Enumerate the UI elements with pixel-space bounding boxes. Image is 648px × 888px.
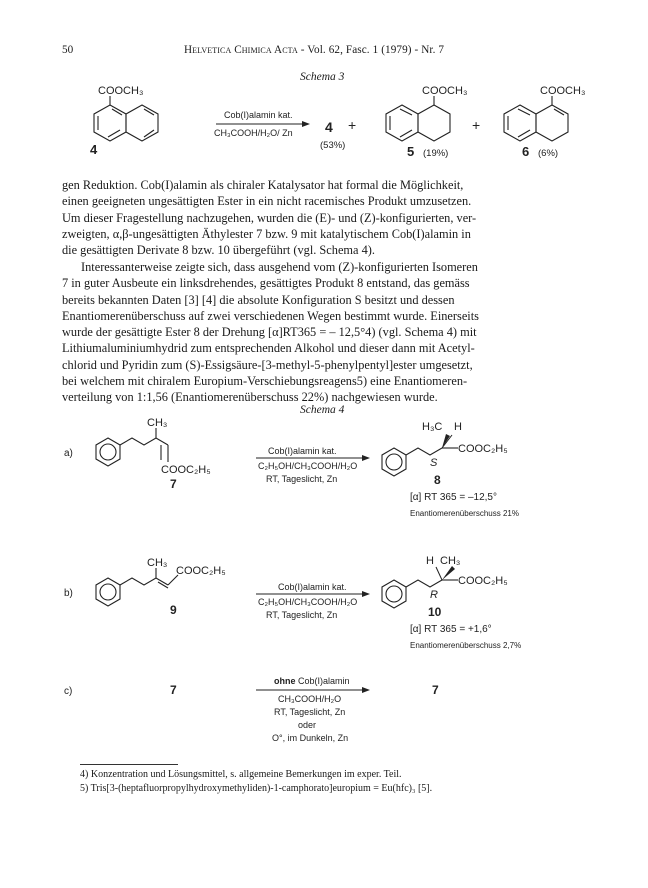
schema4-a-ch3: CH₃ — [147, 418, 168, 429]
dihydronaphthalene-structure-6 — [504, 96, 568, 141]
p2-line-7: chlorid und Pyridin zum (S)-Essigsäure-[3-methyl-5-phenylpentyl]ester umgesetzt, — [62, 357, 473, 372]
wedge-bond-b — [442, 566, 455, 580]
schema3-substituent-3: COOCH₃ — [540, 85, 586, 97]
schema4-b-prod-ch3: CH₃ — [440, 555, 461, 567]
journal-citation — [184, 44, 444, 56]
schema4-c-reagent-rest: Cob(I)alamin — [298, 676, 350, 686]
schema4-b-prod-label: 10 — [428, 605, 442, 619]
naphthalene-structure — [94, 96, 158, 141]
schema4-a-reagent1: Cob(I)alamin kat. — [268, 446, 337, 456]
schema3-reagent-bottom: CH₃COOH/H₂O/ Zn — [214, 128, 293, 138]
footnote-5 — [80, 782, 590, 796]
schema4-a-prod-h3c: H₃C — [422, 421, 443, 433]
schema4-c-prod-label: 7 — [432, 683, 439, 697]
schema3-start-label: 4 — [90, 142, 98, 157]
schema4-figure — [62, 418, 602, 753]
footnote-5-text: Tris[3-(heptafluorpropylhydroxymethyliden)-1-camphorato]europium = Eu(hfc)₃ [5]. — [90, 783, 433, 794]
schema3-figure — [62, 84, 602, 170]
schema4-c-letter: c) — [64, 686, 73, 697]
p1-line-5: die gesättigten Derivate 8 bzw. 10 übergeführt (vgl. Schema 4). — [62, 243, 375, 258]
schema4-a-reagent2: C₂H₅OH/CH₃COOH/H₂O — [258, 461, 358, 471]
footnote-5-mark: 5) — [80, 783, 89, 794]
phenyl-ring-a-start — [96, 428, 168, 466]
phenyl-ring-b-start — [96, 568, 178, 606]
schema3-reagent-top: Cob(I)alamin kat. — [224, 110, 293, 120]
schema3-substituent-2: COOCH₃ — [422, 85, 468, 97]
schema3-p6-label: 6 — [522, 144, 530, 159]
schema3-product-label: 4 — [325, 119, 333, 135]
schema4-a-reagent3: RT, Tageslicht, Zn — [266, 474, 338, 484]
p2-line-5: wurde der gesättigte Ester 8 der Drehung [α]RT365 = – 12,5°4) (vgl. Schema 4) mit — [62, 325, 477, 340]
schema4-b-ch3: CH₃ — [147, 557, 168, 569]
schema4-c-reagent2: CH₃COOH/H₂O — [278, 694, 342, 704]
tetralin-structure-5 — [386, 96, 450, 141]
schema4-a-ester: COOC₂H₅ — [161, 464, 211, 476]
schema4-b-prod-h: H — [426, 555, 434, 567]
footnote-4-mark: 4) — [80, 769, 89, 780]
schema3-product-yield: (53%) — [320, 140, 346, 151]
journal-name: Helvetica Chimica Acta — [184, 44, 298, 56]
schema4-b-letter: b) — [64, 588, 73, 599]
page-number: 50 — [62, 44, 74, 56]
footnote-4 — [80, 768, 590, 782]
body-paragraph-2 — [62, 259, 596, 406]
schema3-plus-1: + — [348, 117, 357, 133]
footnote-rule — [80, 764, 178, 765]
schema4-a-rotation: [α] RT 365 = –12,5° — [410, 492, 497, 503]
schema4-c-reagent4: oder — [298, 720, 317, 730]
schema4-a-config: S — [430, 457, 438, 469]
body-paragraph-1 — [62, 177, 596, 258]
volume-info: - Vol. 62, Fasc. 1 (1979) - Nr. 7 — [300, 44, 445, 56]
p2-line-6: Lithiumaluminiumhydrid zum entsprechenden Alkohol und dieser dann mit Acetyl- — [62, 341, 475, 356]
schema3-p5-label: 5 — [407, 144, 415, 159]
p1-line-1: gen Reduktion. Cob(I)alamin als chiraler Katalysator hat formal die Möglichkeit, — [62, 178, 464, 192]
schema3-p6-yield: (6%) — [538, 148, 559, 159]
schema3-p5-yield: (19%) — [423, 148, 449, 159]
p1-line-4: zweigten, α,β-ungesättigten Äthylester 7 bzw. 9 mit katalytischem Cob(I)alamin in — [62, 226, 471, 241]
p1-line-3: Um dieser Fragestellung nachzugehen, wurden die (E)- und (Z)-konfigurierten, ver- — [62, 210, 477, 225]
schema4-a-ee: Enantiomerenüberschuss 21% — [410, 509, 519, 518]
p2-line-9: verteilung von 1:1,56 (Enantiomerenüberschuss 22%) nachgewiesen wurde. — [62, 390, 438, 405]
schema4-b-ester: COOC₂H₅ — [176, 565, 226, 577]
p1-line-2: einen geeigneten ungesättigten Ester in ein nicht racemisches Produkt umzusetzen. — [62, 194, 472, 209]
schema4-b-prod-ester: COOC₂H₅ — [458, 575, 508, 587]
p2-line-1: Interessanterweise zeigte sich, dass ausgehend vom (Z)-konfigurierten Isomeren — [81, 260, 478, 274]
schema3-plus-2: + — [472, 117, 481, 133]
schema3-title: Schema 3 — [300, 71, 345, 83]
schema4-a-prod-ester: COOC₂H₅ — [458, 443, 508, 455]
schema4-b-ee: Enantiomerenüberschuss 2,7% — [410, 641, 522, 650]
schema3-substituent-1: COOCH₃ — [98, 85, 144, 97]
schema4-c-start-label: 7 — [170, 683, 177, 697]
p2-line-3: bereits bekannten Daten [3] [4] die absolute Konfiguration S besitzt und dessen — [62, 292, 455, 307]
product-10-structure — [382, 580, 458, 608]
schema4-a-prod-h: H — [454, 421, 462, 433]
schema4-c-reagent3: RT, Tageslicht, Zn — [274, 707, 346, 717]
schema4-b-reagent2: C₂H₅OH/CH₃COOH/H₂O — [258, 597, 358, 607]
schema4-b-reagent3: RT, Tageslicht, Zn — [266, 610, 338, 620]
product-8-structure — [382, 448, 458, 476]
schema4-b-config: R — [430, 589, 438, 601]
schema4-b-rotation: [α] RT 365 = +1,6° — [410, 624, 492, 635]
schema4-b-reagent1: Cob(I)alamin kat. — [278, 582, 347, 592]
footnotes — [80, 768, 590, 796]
schema4-a-letter: a) — [64, 448, 73, 459]
schema4-c-reagent5: O°, im Dunkeln, Zn — [272, 733, 349, 743]
schema4-a-prod-label: 8 — [434, 473, 441, 487]
p2-line-4: Enantiomerenüberschuss auf zwei verschiedenen Wegen bestimmt wurde. Einerseits — [62, 308, 479, 323]
p2-line-2: 7 in guter Ausbeute ein linksdrehendes, gesättigtes Produkt 8 entstand, das gemäss — [62, 276, 470, 291]
schema4-title: Schema 4 — [300, 404, 345, 416]
schema4-b-start-label: 9 — [170, 603, 177, 617]
footnote-4-text: Konzentration und Lösungsmittel, s. allgemeine Bemerkungen im exper. Teil. — [90, 769, 402, 780]
schema4-c-reagent-bold: ohne — [274, 676, 296, 686]
p2-line-8: bei welchem mit chiralem Europium-Verschiebungsreagens5) eine Enantiomeren- — [62, 374, 468, 389]
schema4-a-start-label: 7 — [170, 477, 177, 491]
